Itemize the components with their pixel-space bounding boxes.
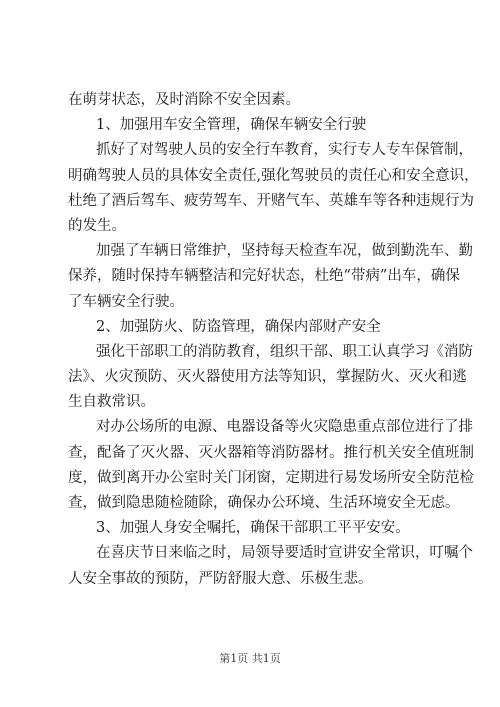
text-line: 明确驾驶人员的具体安全责任,强化驾驶员的责任心和安全意识，: [68, 167, 479, 184]
section-heading: 2、加强防火、防盗管理，确保内部财产安全: [96, 318, 381, 335]
text-line: 了车辆安全行驶。: [68, 293, 184, 310]
text-line: 法》、火灾预防、灭火器使用方法等知识，掌握防火、灭火和逃: [68, 369, 467, 386]
text-line: 强化干部职工的消防教育，组织干部、职工认真学习《消防: [96, 343, 473, 360]
section-heading: 1、加强用车安全管理，确保车辆安全行驶: [96, 117, 367, 134]
text-line: 生自救常识。: [68, 394, 155, 411]
text-line: 在喜庆节日来临之时，局领导要适时宣讲安全常识，叮嘱个: [96, 545, 473, 562]
text-line: 抓好了对驾驶人员的安全行车教育，实行专人专车保管制，: [96, 142, 473, 159]
text-line: 加强了车辆日常维护，坚持每天检查车况，做到勤洗车、勤: [96, 243, 473, 260]
text-line: 查，配备了灭火器、灭火器箱等消防器材。推行机关安全值班制: [68, 444, 474, 461]
text-line: 杜绝了酒后驾车、疲劳驾车、开赌气车、英雄车等各种违规行为: [68, 192, 474, 209]
text-line: 在萌芽状态，及时消除不安全因素。: [68, 92, 300, 108]
text-line: 查，做到隐患随检随除，确保办公环境、生活环境安全无虑。: [68, 495, 460, 511]
document-body: [68, 88, 479, 592]
text-line: 对办公场所的电源、电器设备等火灾隐患重点部位进行了排: [96, 419, 473, 436]
text-line: 度，做到离开办公室时关门闭窗，定期进行易发场所安全防范检: [68, 469, 474, 486]
page-number-footer: 第1页 共1页: [219, 652, 281, 665]
section-heading: 3、加强人身安全嘱托，确保干部职工平平安安。: [96, 520, 410, 537]
text-line: 人安全事故的预防，严防舒服大意、乐极生悲。: [68, 570, 373, 587]
text-line: 保养，随时保持车辆整洁和完好状态，杜绝“带病”出车，确保: [68, 268, 460, 285]
text-line: 的发生。: [68, 217, 126, 234]
